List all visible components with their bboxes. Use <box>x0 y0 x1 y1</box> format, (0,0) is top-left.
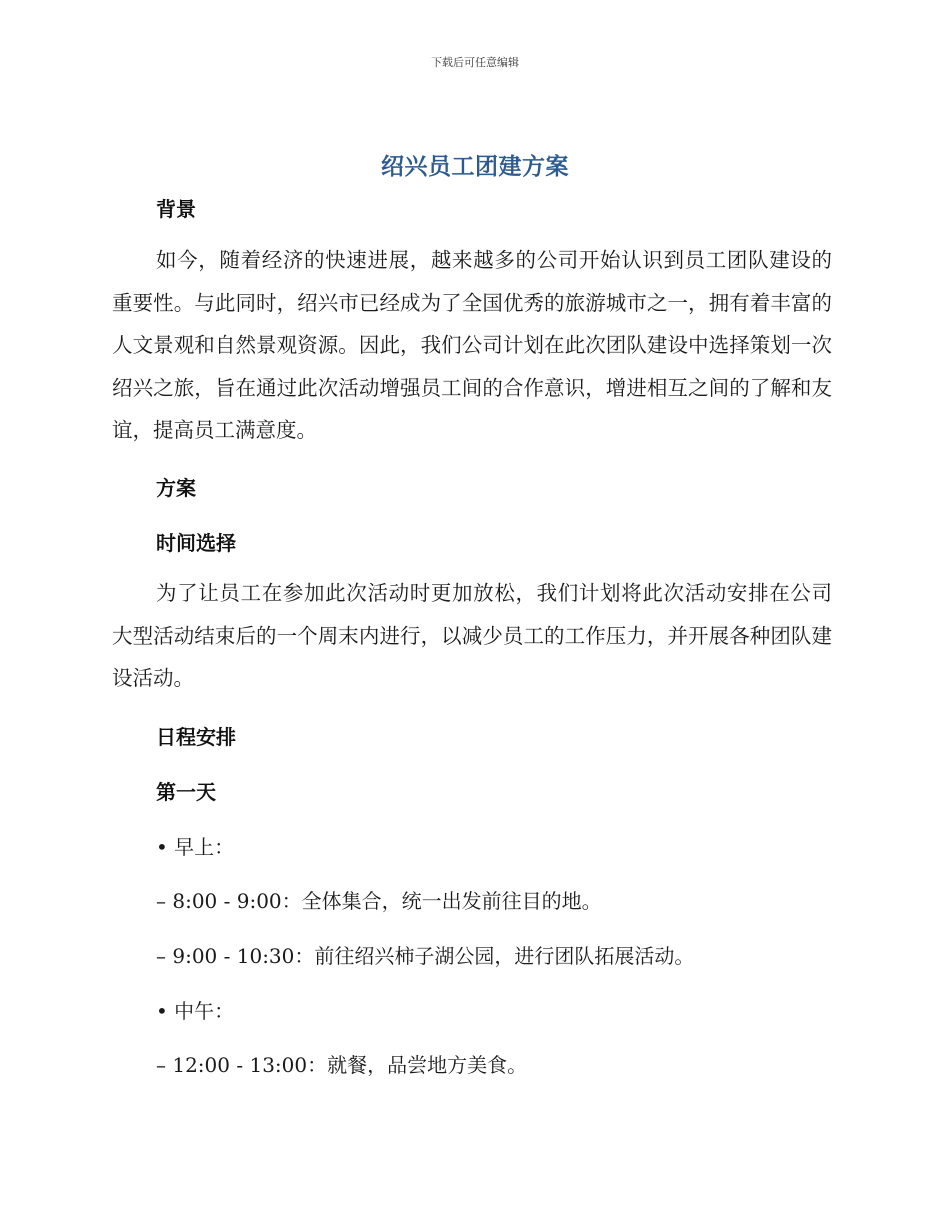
schedule-line-team-activity: – 9:00 - 10:30：前往绍兴柿子湖公园，进行团队拓展活动。 <box>156 944 695 968</box>
schedule-line-assembly: – 8:00 - 9:00：全体集合，统一出发前往目的地。 <box>156 889 602 913</box>
section-heading-schedule: 日程安排 <box>156 725 236 749</box>
paragraph-background: 如今，随着经济的快速进展，越来越多的公司开始认识到员工团队建设的重要性。与此同时，绍兴市已经成为了全国优秀的旅游城市之一，拥有着丰富的人文景观和自然景观资源。因此，我们公司计划在此次团队建设中选择策划一次绍兴之旅，旨在通过此次活动增强员工间的合作意识，增进相互之间的了解和友谊，提高员工满意度。 <box>112 248 832 442</box>
schedule-line-lunch: – 12:00 - 13:00：就餐，品尝地方美食。 <box>156 1053 528 1077</box>
section-heading-day1: 第一天 <box>156 780 216 804</box>
document-title: 绍兴员工团建方案 <box>381 154 569 180</box>
paragraph-time: 为了让员工在参加此次活动时更加放松，我们计划将此次活动安排在公司大型活动结束后的一个周末内进行，以减少员工的工作压力，并开展各种团队建设活动。 <box>112 581 832 690</box>
schedule-line-noon: • 中午： <box>156 999 235 1023</box>
section-heading-time: 时间选择 <box>156 531 236 555</box>
schedule-line-morning: • 早上： <box>156 835 235 859</box>
header-note: 下载后可任意编辑 <box>431 56 519 69</box>
section-heading-background: 背景 <box>156 197 196 221</box>
section-heading-plan: 方案 <box>156 476 196 500</box>
